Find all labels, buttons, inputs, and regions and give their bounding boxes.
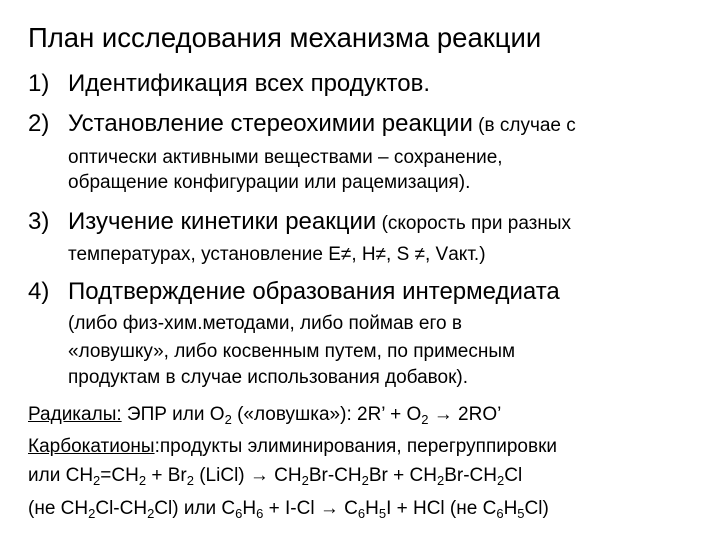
eq1-part-b: =CH bbox=[100, 465, 139, 486]
eq1-sub-d: 2 bbox=[301, 473, 309, 488]
item-2-tail: (в случае с bbox=[472, 115, 576, 136]
carbocations-text: :продукты элиминирования, перегруппировки bbox=[154, 436, 558, 457]
item-number-4: 4) bbox=[28, 278, 50, 305]
item-3-tail: (скорость при разных bbox=[376, 213, 572, 234]
eq1-part-e: Br-CH bbox=[308, 465, 362, 486]
item-2-detail-2: обращение конфигурации или рацемизация). bbox=[68, 172, 471, 193]
radicals-label: Радикалы: bbox=[28, 404, 122, 425]
eq1-sub-b: 2 bbox=[138, 473, 147, 488]
item-3-heading bbox=[68, 208, 571, 236]
eq2-part-i: Cl) bbox=[524, 498, 549, 519]
eq1-sub-e: 2 bbox=[361, 473, 369, 488]
item-4-detail-3: продуктам в случае использования добавок). bbox=[68, 367, 469, 388]
eq2-part-c: Cl) или C bbox=[154, 498, 236, 519]
eq1-part-c: + Br bbox=[146, 465, 187, 486]
eq1-sub-f: 2 bbox=[436, 473, 445, 488]
item-3-detail-1: температурах, установление E≠, H≠, S ≠, Vакт.) bbox=[68, 244, 486, 265]
eq1-sub-g: 2 bbox=[497, 473, 505, 488]
eq2-part-b: Cl-CH bbox=[95, 498, 148, 519]
item-1-text: Идентификация всех продуктов. bbox=[68, 70, 430, 97]
eq1-part-a: или CH bbox=[28, 465, 94, 486]
eq2-part-a: (не CH bbox=[28, 498, 89, 519]
item-2-detail-1: оптически активными веществами – сохранение, bbox=[68, 147, 503, 168]
radicals-sub-1: 2 bbox=[224, 412, 232, 427]
radicals-text-2: («ловушка»): 2R’ + O bbox=[231, 404, 422, 425]
eq1-part-h: Cl bbox=[504, 465, 523, 486]
reaction-line-1 bbox=[28, 465, 522, 487]
radicals-sub-2: 2 bbox=[421, 412, 429, 427]
item-number-3: 3) bbox=[28, 208, 50, 235]
eq2-part-e: + I-Cl → C bbox=[263, 498, 358, 519]
item-number-1: 1) bbox=[28, 70, 50, 97]
reaction-line-2 bbox=[28, 498, 549, 520]
eq1-part-f: Br + CH bbox=[368, 465, 437, 486]
carbocations-line bbox=[28, 436, 557, 458]
eq2-sub-d: 6 bbox=[256, 506, 264, 521]
eq2-sub-f: 5 bbox=[378, 506, 387, 521]
item-2-heading bbox=[68, 110, 576, 138]
item-4-text: Подтверждение образования интермедиата bbox=[68, 278, 560, 305]
item-3-text: Изучение кинетики реакции bbox=[68, 208, 377, 235]
eq1-sub-c: 2 bbox=[186, 473, 194, 488]
item-4-detail-2: «ловушку», либо косвенным путем, по примесным bbox=[68, 341, 516, 362]
eq2-part-f: H bbox=[365, 498, 379, 519]
slide-title: План исследования механизма реакции bbox=[28, 22, 542, 53]
radicals-text-1: ЭПР или O bbox=[121, 404, 225, 425]
eq2-part-d: H bbox=[242, 498, 257, 519]
eq1-sub-a: 2 bbox=[93, 473, 101, 488]
item-4-detail-1: (либо физ-хим.методами, либо поймав его в bbox=[68, 313, 462, 334]
radicals-line bbox=[28, 404, 501, 426]
carbocations-label: Карбокатионы bbox=[28, 436, 155, 457]
eq2-sub-g: 6 bbox=[496, 506, 504, 521]
eq1-part-g: Br-CH bbox=[444, 465, 497, 486]
item-2-text: Установление стереохимии реакции bbox=[68, 110, 473, 137]
eq2-sub-b: 2 bbox=[147, 506, 155, 521]
eq1-part-d: (LiCl) → CH bbox=[193, 465, 302, 486]
eq2-sub-c: 6 bbox=[235, 506, 243, 521]
eq2-part-g: I + HCl (не C bbox=[386, 498, 497, 519]
eq2-sub-h: 5 bbox=[517, 506, 525, 521]
eq2-sub-a: 2 bbox=[88, 506, 96, 521]
radicals-text-3: → 2RO’ bbox=[428, 404, 502, 425]
eq2-part-h: H bbox=[503, 498, 518, 519]
eq2-sub-e: 6 bbox=[357, 506, 366, 521]
item-number-2: 2) bbox=[28, 110, 50, 137]
